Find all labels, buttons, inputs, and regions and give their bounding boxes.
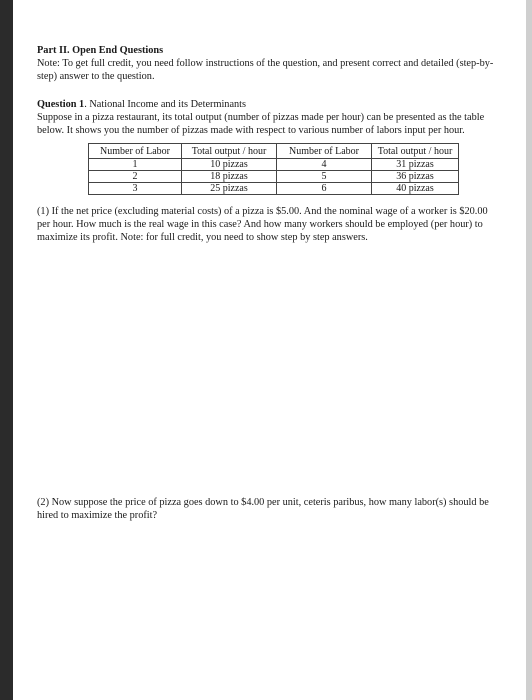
question-part-1: (1) If the net price (excluding material costs) of a pizza is $5.00. And the nominal wage of a worker is $20.00 per hour. How much is the real wage in this case? And how many workers should be employed (per hour) to maximize its profit. Note: for full credit, you need to show step by step answers. xyxy=(37,206,488,243)
question-title-text: . National Income and its Determinants xyxy=(84,99,247,110)
instruction-note: Note: To get full credit, you need follow instructions of the question, and present correct and detailed (step-by-step) answer to the question. xyxy=(37,58,494,82)
table-cell: 2 xyxy=(89,171,182,183)
table-cell: 36 pizzas xyxy=(372,171,459,183)
table-cell: 10 pizzas xyxy=(182,159,277,171)
table-cell: 1 xyxy=(89,159,182,171)
question-part-2: (2) Now suppose the price of pizza goes down to $4.00 per unit, ceteris paribus, how many labor(s) should be hired to maximize the profit? xyxy=(37,497,489,521)
table-header-cell: Total output / hour xyxy=(182,144,277,159)
table-header-cell: Total output / hour xyxy=(372,144,459,159)
table-header-cell: Number of Labor xyxy=(89,144,182,159)
table-cell: 18 pizzas xyxy=(182,171,277,183)
table-cell: 25 pizzas xyxy=(182,183,277,195)
output-table xyxy=(88,143,459,195)
question-intro: Suppose in a pizza restaurant, its total output (number of pizzas made per hour) can be presented as the table below. It shows you the number of pizzas made with respect to various number of labors input per hour. xyxy=(37,112,485,136)
table-cell: 31 pizzas xyxy=(372,159,459,171)
table-cell: 4 xyxy=(277,159,372,171)
table-cell: 5 xyxy=(277,171,372,183)
left-edge-bar xyxy=(0,0,13,700)
right-scrollbar[interactable] xyxy=(526,0,532,700)
table-row xyxy=(89,183,459,195)
question-label: Question 1 xyxy=(37,99,85,110)
table-row xyxy=(89,171,459,183)
table-header-cell: Number of Labor xyxy=(277,144,372,159)
part-heading: Part II. Open End Questions xyxy=(37,45,164,56)
table-cell: 6 xyxy=(277,183,372,195)
question-title xyxy=(37,98,497,111)
table-cell: 3 xyxy=(89,183,182,195)
table-cell: 40 pizzas xyxy=(372,183,459,195)
document-page xyxy=(37,44,497,244)
table-row xyxy=(89,159,459,171)
table-header-row xyxy=(89,144,459,159)
